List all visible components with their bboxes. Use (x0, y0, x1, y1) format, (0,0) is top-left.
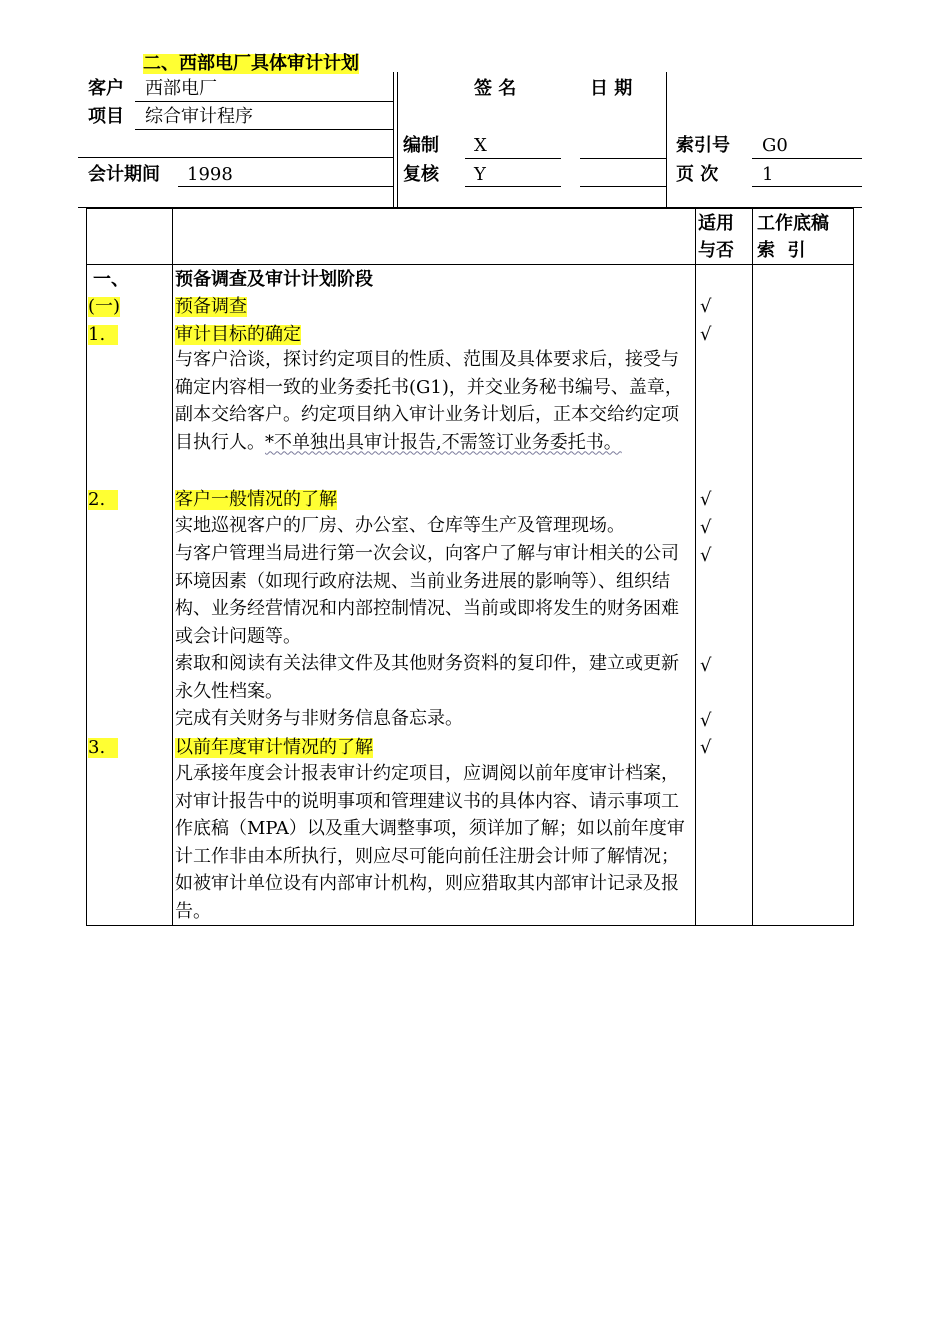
page-value: 1 (762, 164, 774, 185)
reviewed-label: 复核 (403, 164, 439, 185)
item1-number: 1. (88, 325, 118, 345)
prepared-label: 编制 (403, 135, 439, 156)
page-label: 页 次 (676, 164, 719, 185)
item1-check: √ (700, 324, 712, 345)
item2-point-3-check: √ (700, 655, 712, 676)
item3-text: 凡承接年度会计报表审计约定项目，应调阅以前年度审计档案，对审计报告中的说明事项和管理建议书的具体内容、请示事项工作底稿（MPA）以及重大调整事项，须详加了解；如以前年度审计工作非由本所执行，则应尽可能向前任注册会计师了解情况；如被审计单位设有内部审计机构，则应猎取其内部审计记录及报告。 (175, 763, 685, 922)
date-label: 日 期 (590, 78, 633, 99)
reviewed-date-line (580, 186, 666, 187)
sub1-number: (一) (88, 296, 121, 317)
page-title: 二、西部电厂具体审计计划 (143, 53, 359, 74)
page-underline (752, 186, 862, 187)
item3-number: 3. (88, 738, 118, 758)
item2-point-2: 与客户管理当局进行第一次会议，向客户了解与审计相关的公司环境因素（如现行政府法规、当前业务进展的影响等）、组织结构、业务经营情况和内部控制情况、当前或即将发生的财务困难或会计问题等。 (175, 543, 679, 647)
table-header-line (86, 264, 854, 265)
index-value: G0 (762, 135, 788, 156)
reviewed-sign-line (465, 186, 561, 187)
index-label: 索引号 (676, 135, 730, 156)
item2-check: √ (700, 489, 712, 510)
prepared-sign-line (465, 158, 561, 159)
item2-title: 客户一般情况的了解 (175, 489, 337, 510)
table-col-divider-1 (172, 208, 173, 926)
col-workpaper-1: 工作底稿 (757, 213, 829, 234)
client-value: 西部电厂 (145, 78, 217, 99)
col-applicable-2: 与否 (698, 240, 734, 261)
client-underline (135, 101, 393, 102)
item2-point-3: 索取和阅读有关法律文件及其他财务资料的复印件，建立或更新永久性档案。 (175, 653, 679, 702)
prepared-value: X (474, 135, 487, 156)
col-applicable-1: 适用 (698, 213, 734, 234)
sign-label: 签 名 (474, 78, 517, 99)
project-value: 综合审计程序 (145, 106, 253, 127)
period-top-line (78, 157, 393, 158)
table-col-divider-2 (695, 208, 696, 926)
stage-number: 一、 (93, 269, 129, 290)
client-label: 客户 (88, 78, 124, 99)
header-divider-a (393, 72, 394, 208)
header-divider-b (397, 72, 398, 208)
period-value: 1998 (187, 164, 233, 185)
sub1-check: √ (700, 296, 712, 317)
item1-title: 审计目标的确定 (175, 324, 301, 345)
item2-number: 2. (88, 490, 118, 510)
item2-point-4: 完成有关财务与非财务信息备忘录。 (175, 708, 463, 729)
table-col-divider-3 (752, 208, 753, 926)
reviewed-value: Y (474, 164, 486, 185)
project-underline (135, 129, 393, 130)
period-label: 会计期间 (88, 164, 160, 185)
sub1-title: 预备调查 (175, 296, 247, 317)
item2-point-4-check: √ (700, 710, 712, 731)
item2-point-1-check: √ (700, 517, 712, 538)
item1-text: 与客户洽谈，探讨约定项目的性质、范围及具体要求后，接受与确定内容相一致的业务委托书(G1)，并交业务秘书编号、盖章，副本交给客户。约定项目纳入审计业务计划后，正本交给约定项目执行人。*不单独出具审计报告,不需签订业务委托书。 (175, 349, 683, 453)
item2-point-2-check: √ (700, 545, 712, 566)
col-workpaper-2: 索 引 (757, 240, 806, 261)
item3-title: 以前年度审计情况的了解 (175, 737, 373, 758)
prepared-date-line (580, 158, 666, 159)
project-label: 项目 (88, 106, 124, 127)
header-divider-right (666, 72, 667, 208)
stage-title: 预备调查及审计计划阶段 (175, 269, 373, 290)
item2-point-1: 实地巡视客户的厂房、办公室、仓库等生产及管理现场。 (175, 515, 625, 536)
item3-check: √ (700, 737, 712, 758)
index-underline (752, 158, 862, 159)
period-underline (178, 186, 393, 187)
